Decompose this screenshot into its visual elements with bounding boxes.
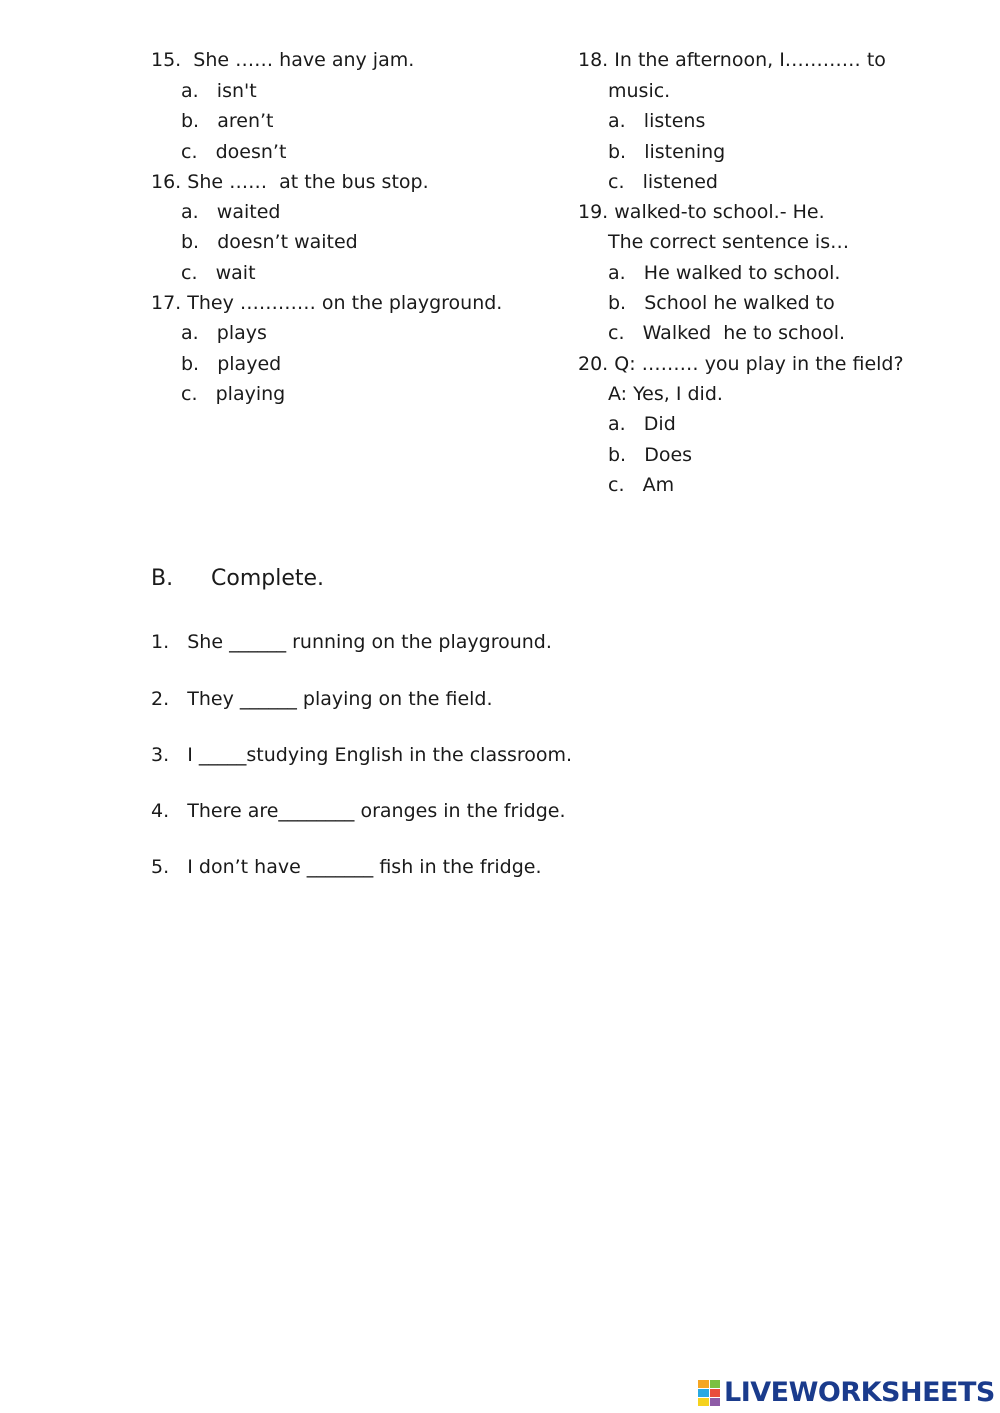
section-b-title: Complete. bbox=[211, 566, 325, 591]
complete-item-2: 2. They ______ playing on the field. bbox=[151, 688, 493, 710]
question-15-stem: 15. She …… have any jam. bbox=[151, 49, 415, 71]
question-17-stem: 17. They ………… on the playground. bbox=[151, 292, 503, 314]
question-18-option-b: b. listening bbox=[608, 141, 726, 163]
question-16-stem: 16. She …… at the bus stop. bbox=[151, 171, 429, 193]
question-19-option-c: c. Walked he to school. bbox=[608, 322, 846, 344]
question-18-option-a: a. listens bbox=[608, 110, 706, 132]
complete-item-5: 5. I don’t have _______ fish in the fridge. bbox=[151, 856, 542, 878]
question-15-option-b: b. aren’t bbox=[181, 110, 274, 132]
section-b-letter: B. bbox=[151, 566, 174, 591]
liveworksheets-logo-icon bbox=[698, 1380, 720, 1406]
complete-item-1: 1. She ______ running on the playground. bbox=[151, 631, 552, 653]
question-18-option-c: c. listened bbox=[608, 171, 718, 193]
question-16-option-b: b. doesn’t waited bbox=[181, 231, 358, 253]
liveworksheets-logo-text: LIVEWORKSHEETS bbox=[724, 1377, 995, 1408]
question-15-option-c: c. doesn’t bbox=[181, 141, 287, 163]
question-17-option-c: c. playing bbox=[181, 383, 286, 405]
question-19-option-b: b. School he walked to bbox=[608, 292, 835, 314]
question-15-option-a: a. isn't bbox=[181, 80, 257, 102]
liveworksheets-logo bbox=[698, 1377, 995, 1409]
question-16-option-c: c. wait bbox=[181, 262, 256, 284]
complete-item-3: 3. I _____studying English in the classroom. bbox=[151, 744, 573, 766]
complete-item-4: 4. There are________ oranges in the fridge. bbox=[151, 800, 566, 822]
question-20-option-b: b. Does bbox=[608, 444, 693, 466]
question-18-stem-cont: music. bbox=[608, 80, 671, 102]
question-16-option-a: a. waited bbox=[181, 201, 281, 223]
question-20-option-c: c. Am bbox=[608, 474, 675, 496]
question-19-stem: 19. walked-to school.- He. bbox=[578, 201, 825, 223]
question-20-stem: 20. Q: ……… you play in the field? bbox=[578, 353, 904, 375]
question-20-option-a: a. Did bbox=[608, 413, 676, 435]
question-17-option-b: b. played bbox=[181, 353, 282, 375]
question-20-stem-cont: A: Yes, I did. bbox=[608, 383, 723, 405]
question-19-option-a: a. He walked to school. bbox=[608, 262, 841, 284]
question-17-option-a: a. plays bbox=[181, 322, 267, 344]
question-18-stem: 18. In the afternoon, I………… to bbox=[578, 49, 886, 71]
question-19-stem-cont: The correct sentence is… bbox=[608, 231, 850, 253]
